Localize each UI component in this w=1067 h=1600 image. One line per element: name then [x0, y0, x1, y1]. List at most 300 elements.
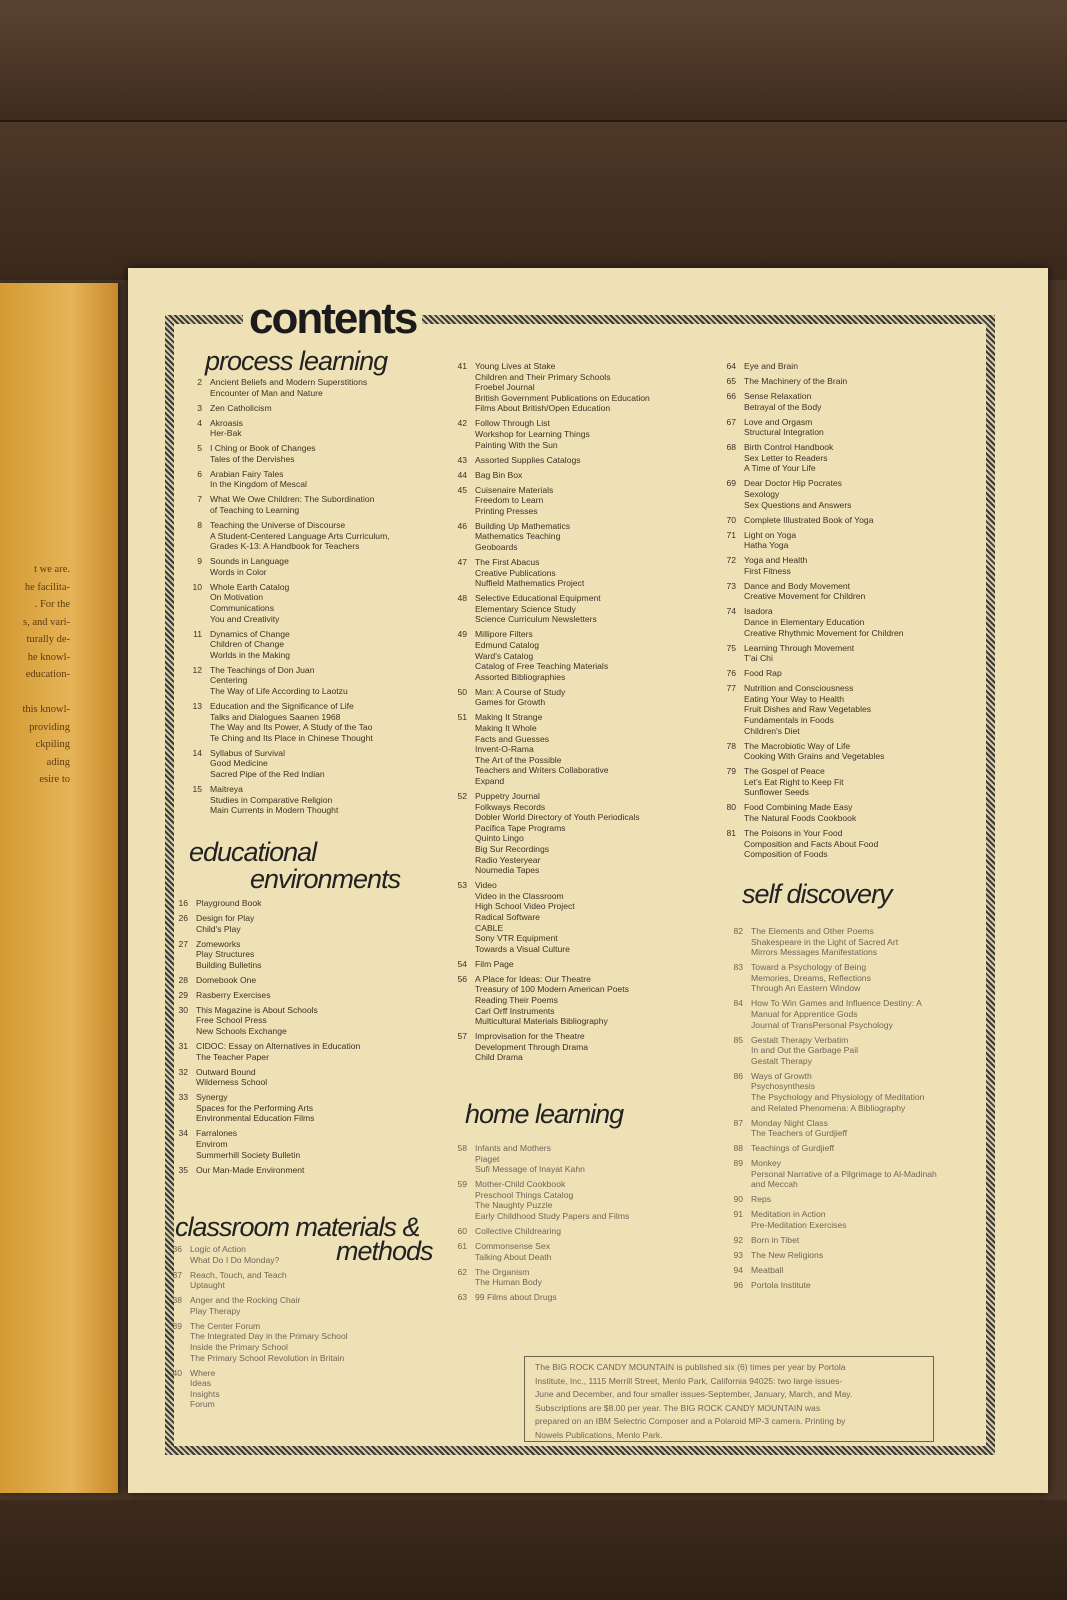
info-line: Institute, Inc., 1115 Merrill Street, Menlo Park, California 94025: two large issues-: [535, 1375, 843, 1386]
entry-titles: [196, 913, 254, 934]
entry-titles: [751, 1143, 834, 1154]
entry-title: and Meccah: [751, 1179, 798, 1190]
entry-title: Spaces for the Performing Arts: [196, 1102, 314, 1113]
entry-title: Sacred Pipe of the Red Indian: [210, 768, 325, 779]
publication-info-box: [524, 1356, 934, 1442]
entry-title: Eye and Brain: [744, 361, 798, 371]
page-number: 13: [192, 701, 202, 711]
entry-title: Sexology: [744, 488, 780, 499]
entry-title: The Way of Life According to Laotzu: [210, 685, 348, 696]
entry-titles: [210, 377, 367, 398]
entry-title: Complete Illustrated Book of Yoga: [744, 514, 874, 525]
wood-plank-bottom: [0, 1500, 1067, 1600]
page-number: 32: [178, 1066, 188, 1077]
entry-title: Man: A Course of Study: [475, 686, 566, 697]
left-page-line: he facilita-: [24, 581, 70, 593]
entry-title: Carl Orff Instruments: [475, 1005, 555, 1016]
entry-title: Dance in Elementary Education: [744, 616, 865, 627]
entry-title: Toward a Psychology of Being: [751, 962, 867, 973]
entry-title: Dobler World Directory of Youth Periodicals: [475, 812, 640, 823]
entry-title: Akroasis: [210, 417, 243, 428]
entry-titles: [744, 376, 847, 387]
entry-title: Teachings of Gurdjieff: [751, 1143, 834, 1154]
page-number: 64: [726, 361, 736, 371]
entry-title: Commonsense Sex: [475, 1241, 550, 1251]
entry-title: Centering: [210, 675, 248, 686]
page-title: contents: [243, 294, 422, 344]
page-number: 43: [457, 454, 467, 465]
entry-title: On Motivation: [210, 592, 264, 603]
page-number: 47: [457, 557, 467, 567]
entry-title: Folkways Records: [475, 801, 546, 812]
entry-titles: [196, 975, 256, 986]
page-number: 81: [726, 828, 736, 838]
entry-title: In and Out the Garbage Pail: [751, 1045, 859, 1056]
left-page-line: education-: [25, 669, 70, 680]
entry-titles: [196, 898, 261, 909]
entry-title: How To Win Games and Influence Destiny: A: [751, 998, 922, 1009]
entry-title: Invent-O-Rama: [475, 744, 534, 755]
entry-titles: [210, 520, 390, 552]
page-number: 60: [457, 1226, 467, 1236]
page-number: 87: [733, 1117, 743, 1128]
entry-title: Main Currents in Modern Thought: [210, 805, 339, 816]
page-number: 45: [457, 484, 467, 495]
entry-title: Making It Whole: [475, 722, 537, 733]
entry-title: Assorted Bibliographies: [475, 671, 566, 682]
left-page-line: t we are.: [34, 564, 70, 575]
wood-plank-top: [0, 0, 1067, 120]
entry-title: Meatball: [751, 1265, 784, 1275]
page-number: 29: [178, 989, 188, 1000]
entry-titles: [751, 1265, 783, 1276]
entry-title: Manual for Apprentice Gods: [751, 1008, 858, 1019]
page-number: 72: [726, 555, 736, 566]
entry-titles: [751, 1118, 847, 1139]
entry-title: Logic of Action: [190, 1244, 246, 1254]
entry-title: Talks and Dialogues Saanen 1968: [210, 711, 341, 722]
entry-title: Elementary Science Study: [475, 603, 576, 614]
page-number: 9: [197, 556, 202, 567]
entry-title: Edmund Catalog: [475, 639, 540, 650]
entry-title: Her-Bak: [210, 428, 242, 439]
page-number: 33: [178, 1092, 188, 1103]
info-line: June and December, and four smaller issues-September, January, March, and May.: [535, 1389, 853, 1399]
entry-titles: [475, 974, 629, 1027]
entry-title: Reps: [751, 1194, 772, 1205]
entry-titles: [744, 361, 798, 372]
page-number: 6: [197, 468, 202, 479]
entry-title: Multicultural Materials Bibliography: [475, 1016, 608, 1027]
entry-title: Reading Their Poems: [475, 994, 558, 1005]
entry-title: Our Man-Made Environment: [196, 1164, 305, 1175]
entry-title: Sounds in Language: [210, 556, 289, 567]
entry-title: Ideas: [190, 1378, 212, 1389]
entry-title: and Related Phenomena: A Bibliography: [751, 1102, 906, 1113]
page-number: 7: [197, 494, 202, 505]
entry-title: Treasury of 100 Modern American Poets: [475, 984, 629, 995]
entry-title: Sunflower Seeds: [744, 787, 809, 798]
entry-title: 99 Films about Drugs: [475, 1292, 557, 1303]
entry-titles: [196, 1067, 267, 1088]
entry-title: Education and the Significance of Life: [210, 701, 354, 711]
page-number: 12: [192, 664, 202, 675]
entry-title: Wilderness School: [196, 1077, 268, 1088]
entry-title: Improvisation for the Theatre: [475, 1031, 585, 1042]
entry-title: The Naughty Puzzle: [475, 1200, 553, 1211]
entry-titles: [475, 557, 584, 589]
entry-title: The Way and Its Power, A Study of the Tao: [210, 722, 373, 733]
entry-titles: [744, 643, 854, 664]
page-number: 26: [178, 913, 188, 923]
entry-title: CIDOC: Essay on Alternatives in Education: [196, 1041, 361, 1051]
page-number: 92: [733, 1235, 743, 1245]
entry-title: Building Up Mathematics: [475, 520, 571, 531]
entry-title: Dynamics of Change: [210, 628, 290, 639]
entry-title: Creative Movement for Children: [744, 591, 866, 602]
entry-titles: [475, 1267, 542, 1288]
entry-title: Science Curriculum Newsletters: [475, 614, 597, 625]
entry-title: Personal Narrative of a Pilgrimage to Al-Madinah: [751, 1168, 937, 1179]
entry-titles: [475, 455, 581, 466]
page-number: 86: [733, 1070, 743, 1081]
entry-title: Pre-Meditation Exercises: [751, 1219, 847, 1230]
entry-titles: [210, 494, 374, 515]
entry-title: Making It Strange: [475, 712, 543, 723]
entry-title: Games for Growth: [475, 697, 546, 708]
page-number: 50: [457, 686, 467, 697]
entry-title: The Human Body: [475, 1277, 542, 1288]
entry-title: Pacifica Tape Programs: [475, 822, 566, 833]
entry-title: Geoboards: [475, 541, 518, 552]
page-number: 68: [726, 442, 736, 453]
page-number: 76: [726, 668, 736, 679]
page-number: 8: [197, 520, 202, 530]
entry-title: Play Structures: [196, 949, 255, 960]
page-number: 67: [726, 416, 736, 427]
entry-title: Millipore Filters: [475, 629, 533, 640]
entry-title: The Center Forum: [190, 1320, 261, 1331]
entry-titles: [196, 1041, 360, 1062]
section-heading: methods: [336, 1236, 433, 1266]
entry-title: Early Childhood Study Papers and Films: [475, 1210, 630, 1221]
page-number: 93: [733, 1250, 743, 1260]
entry-title: Big Sur Recordings: [475, 843, 550, 854]
entry-title: What We Owe Children: The Subordination: [210, 494, 375, 505]
entry-titles: [190, 1295, 300, 1316]
entry-title: Zomeworks: [196, 938, 241, 949]
page-number: 44: [457, 469, 467, 480]
page-number: 84: [733, 998, 743, 1009]
page-number: 27: [178, 938, 188, 949]
entry-title: What Do I Do Monday?: [190, 1254, 280, 1265]
left-page-line: [0, 684, 70, 702]
entry-title: Born in Tibet: [751, 1235, 800, 1245]
entry-titles: [210, 443, 316, 464]
entry-title: Teaching the Universe of Discourse: [210, 520, 346, 530]
entry-title: Printing Presses: [475, 505, 538, 516]
entry-titles: [210, 556, 289, 577]
entry-title: Playground Book: [196, 898, 262, 908]
entry-title: Freedom to Learn: [475, 495, 544, 506]
entry-title: Children of Change: [210, 639, 285, 650]
entry-title: Radio Yesteryear: [475, 854, 541, 865]
page-number: 16: [178, 898, 188, 908]
entry-title: First Fitness: [744, 565, 791, 576]
page-number: 53: [457, 880, 467, 891]
entry-title: Gestalt Therapy: [751, 1055, 812, 1066]
entry-title: Love and Orgasm: [744, 416, 813, 427]
entry-title: Expand: [475, 775, 505, 786]
entry-titles: [751, 1209, 847, 1230]
entry-titles: [751, 1280, 811, 1291]
entry-title: Forum: [190, 1399, 215, 1410]
entry-title: Nuffield Mathematics Project: [475, 578, 585, 589]
page-number: 31: [178, 1041, 188, 1051]
page-number: 42: [457, 418, 467, 429]
entry-title: Let's Eat Right to Keep Fit: [744, 776, 844, 787]
page-number: 80: [726, 802, 736, 813]
entry-title: Creative Publications: [475, 567, 556, 578]
entry-title: Psychosynthesis: [751, 1081, 816, 1092]
page-number: 40: [172, 1367, 182, 1378]
entry-title: Farralones: [196, 1128, 238, 1139]
entry-titles: [196, 939, 261, 971]
left-page-line: ckpiling: [35, 739, 70, 750]
entry-titles: [744, 417, 824, 438]
entry-title: Facts and Guesses: [475, 733, 550, 744]
entry-title: Structural Integration: [744, 427, 824, 438]
page-number: 10: [192, 581, 202, 592]
entry-title: The Natural Foods Cookbook: [744, 812, 857, 823]
entry-titles: [475, 959, 514, 970]
entry-title: Infants and Mothers: [475, 1143, 551, 1153]
entry-titles: [475, 1179, 629, 1221]
info-line: Subscriptions are $8.00 per year. The BIG ROCK CANDY MOUNTAIN was: [535, 1402, 821, 1413]
entry-title: Design for Play: [196, 913, 255, 923]
entry-title: Yoga and Health: [744, 555, 808, 566]
entry-title: Domebook One: [196, 974, 257, 985]
entry-title: Dear Doctor Hip Pocrates: [744, 478, 842, 489]
entry-titles: [751, 1071, 924, 1113]
info-line: The BIG ROCK CANDY MOUNTAIN is published six (6) times per year by Portola: [535, 1362, 846, 1372]
entry-title: The Teachers of Gurdjieff: [751, 1128, 848, 1139]
page-number: 2: [197, 377, 202, 387]
page-number: 66: [726, 391, 736, 401]
entry-title: Child's Play: [196, 923, 241, 934]
entry-titles: [196, 990, 271, 1001]
page-number: 83: [733, 962, 743, 973]
page-number: 79: [726, 766, 736, 777]
entry-title: CABLE: [475, 922, 504, 933]
entry-title: Meditation in Action: [751, 1209, 826, 1220]
entry-title: You and Creativity: [210, 613, 280, 624]
entry-title: Preschool Things Catalog: [475, 1189, 574, 1200]
entry-title: Video: [475, 880, 497, 891]
entry-title: Ways of Growth: [751, 1070, 812, 1081]
page-number: 77: [726, 683, 736, 694]
entry-title: Sense Relaxation: [744, 391, 812, 401]
left-page-line: turally de-: [26, 634, 70, 645]
entry-titles: [210, 784, 338, 816]
section-heading: environments: [250, 864, 401, 894]
entry-title: Whole Earth Catalog: [210, 581, 290, 592]
entry-title: Fruit Dishes and Raw Vegetables: [744, 704, 872, 715]
entry-title: Ancient Beliefs and Modern Superstitions: [210, 377, 368, 387]
entry-titles: [475, 791, 640, 876]
entry-titles: [744, 555, 807, 576]
page-number: 78: [726, 740, 736, 751]
page-number: 96: [733, 1280, 743, 1290]
entry-title: Grades K-13: A Handbook for Teachers: [210, 541, 360, 552]
entry-title: Mathematics Teaching: [475, 531, 561, 542]
page-number: 94: [733, 1265, 743, 1275]
entry-title: Composition of Foods: [744, 849, 828, 860]
entry-title: Sex Letter to Readers: [744, 452, 828, 463]
entry-title: Bag Bin Box: [475, 469, 523, 480]
page-number: 15: [192, 784, 202, 794]
entry-titles: [475, 521, 570, 553]
entry-title: Summerhill Society Bulletin: [196, 1149, 301, 1160]
entry-title: Building Bulletins: [196, 959, 262, 970]
entry-title: Radical Software: [475, 911, 540, 922]
entry-title: Tales of the Dervishes: [210, 453, 295, 464]
entry-title: The First Abacus: [475, 557, 540, 567]
page-number: 85: [733, 1034, 743, 1045]
entry-titles: [751, 1235, 799, 1246]
entry-titles: [475, 1241, 551, 1262]
entry-title: Child Drama: [475, 1052, 523, 1063]
entry-title: The New Religions: [751, 1250, 824, 1260]
entry-title: Hatha Yoga: [744, 540, 789, 551]
page-number: 91: [733, 1209, 743, 1220]
entry-title: Talking About Death: [475, 1251, 552, 1262]
entry-title: Children's Diet: [744, 725, 800, 736]
entry-title: The Poisons in Your Food: [744, 828, 843, 838]
entry-title: Synergy: [196, 1092, 228, 1103]
entry-title: Eating Your Way to Health: [744, 693, 845, 704]
page-number: 34: [178, 1128, 188, 1139]
entry-titles: [475, 687, 565, 708]
left-page-line: . For the: [34, 599, 70, 610]
entry-title: Food Rap: [744, 668, 782, 679]
entry-title: Mirrors Messages Manifestations: [751, 947, 878, 958]
entry-title: Creative Rhythmic Movement for Children: [744, 627, 904, 638]
entry-titles: [744, 741, 884, 762]
page-number: 74: [726, 606, 736, 617]
entry-titles: [196, 1005, 318, 1037]
entry-titles: [751, 926, 898, 958]
entry-title: The Gospel of Peace: [744, 766, 825, 777]
entry-titles: [475, 880, 575, 954]
entry-title: New Schools Exchange: [196, 1025, 287, 1036]
page-number: 61: [457, 1241, 467, 1251]
entry-title: Inside the Primary School: [190, 1341, 288, 1352]
page-number: 11: [193, 628, 202, 639]
entry-titles: [744, 530, 796, 551]
entry-title: Rasberry Exercises: [196, 989, 271, 1000]
page-number: 48: [457, 593, 467, 604]
entry-title: Assorted Supplies Catalogs: [475, 454, 581, 465]
entry-titles: [210, 582, 289, 624]
entry-title: The Organism: [475, 1266, 530, 1277]
entry-title: Monday Night Class: [751, 1117, 828, 1128]
page-number: 71: [726, 529, 736, 540]
entry-title: Follow Through List: [475, 418, 550, 429]
entry-titles: [744, 442, 833, 474]
entry-title: Words in Color: [210, 566, 267, 577]
page-number: 73: [726, 580, 736, 591]
entry-title: Development Through Drama: [475, 1041, 589, 1052]
entry-title: Towards a Visual Culture: [475, 943, 570, 954]
page-number: 57: [457, 1031, 467, 1042]
entry-title: Uptaught: [190, 1280, 225, 1291]
page-number: 59: [457, 1179, 467, 1190]
entry-title: In the Kingdom of Mescal: [210, 479, 307, 490]
entry-title: Gestalt Therapy Verbatim: [751, 1034, 849, 1045]
entry-titles: [475, 418, 590, 450]
entry-titles: [751, 962, 871, 994]
page-number: 39: [172, 1320, 182, 1331]
entry-titles: [475, 629, 608, 682]
entry-title: High School Video Project: [475, 901, 575, 912]
entry-title: The Integrated Day in the Primary School: [190, 1331, 348, 1342]
entry-title: Catalog of Free Teaching Materials: [475, 661, 609, 672]
entry-title: Where: [190, 1367, 216, 1378]
entry-title: Portola Institute: [751, 1280, 811, 1290]
entry-title: Free School Press: [196, 1015, 267, 1026]
entry-title: Zen Catholicism: [210, 402, 272, 413]
entry-titles: [196, 1165, 304, 1176]
entry-title: Composition and Facts About Food: [744, 838, 879, 849]
entry-title: Communications: [210, 602, 274, 613]
entry-title: Froebel Journal: [475, 382, 535, 393]
entry-titles: [190, 1270, 287, 1291]
entry-titles: [475, 485, 553, 517]
entry-titles: [751, 1158, 937, 1190]
entry-title: Cooking With Grains and Vegetables: [744, 751, 885, 762]
entry-title: This Magazine is About Schools: [196, 1004, 318, 1015]
left-page-line: he knowl-: [27, 651, 70, 663]
page-number: 49: [457, 629, 467, 640]
left-page-line: ading: [46, 756, 70, 768]
entry-titles: [475, 593, 601, 625]
entry-title: Environmental Education Films: [196, 1113, 315, 1124]
entry-titles: [475, 1031, 588, 1063]
entry-title: Painting With the Sun: [475, 439, 558, 450]
page-number: 51: [457, 712, 467, 723]
entry-titles: [744, 766, 844, 798]
section-heading: process learning: [205, 346, 388, 376]
entry-title: Puppetry Journal: [475, 791, 540, 801]
page-number: 30: [178, 1004, 188, 1015]
entry-title: Syllabus of Survival: [210, 747, 285, 758]
page-number: 65: [726, 376, 736, 386]
entry-title: Collective Childrearing: [475, 1226, 561, 1236]
entry-titles: [744, 478, 851, 510]
page-number: 89: [733, 1158, 743, 1169]
entry-title: Films About British/Open Education: [475, 403, 611, 414]
entry-title: Arabian Fairy Tales: [210, 468, 284, 479]
entry-titles: [210, 469, 307, 490]
page-number: 52: [457, 791, 467, 801]
left-page-text: [0, 561, 70, 789]
entry-titles: [190, 1368, 220, 1410]
entry-title: A Place for Ideas: Our Theatre: [475, 973, 591, 984]
entry-title: Monkey: [751, 1158, 782, 1169]
page-number: 69: [726, 478, 736, 489]
entry-title: I Ching or Book of Changes: [210, 443, 316, 454]
